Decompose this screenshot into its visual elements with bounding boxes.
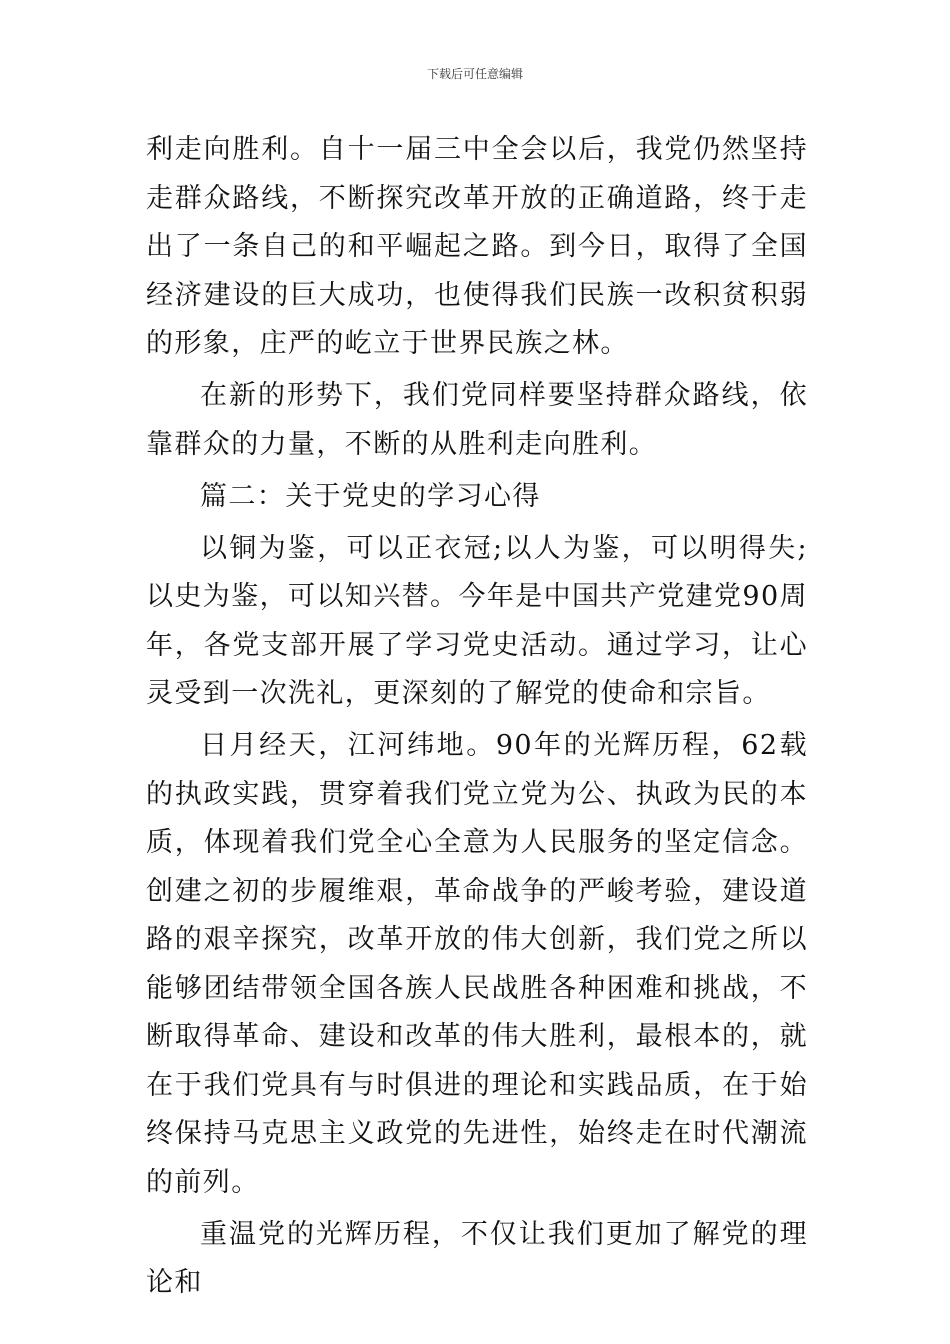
- paragraph: 日月经天，江河纬地。90年的光辉历程，62载的执政实践，贯穿着我们党立党为公、执政为民的本质，体现着我们党全心全意为人民服务的坚定信念。创建之初的步履维艰，革命战争的严峻考验，建设道路的艰辛探究，改革开放的伟大创新，我们党之所以能够团结带领全国各族人民战胜各种困难和挑战，不断取得革命、建设和改革的伟大胜利，最根本的，就在于我们党具有与时俱进的理论和实践品质，在于始终保持马克思主义政党的先进性，始终走在时代潮流的前列。: [146, 730, 808, 1198]
- paragraph-continued: 利走向胜利。自十一届三中全会以后，我党仍然坚持走群众路线，不断探究改革开放的正确道路，终于走出了一条自己的和平崛起之路。到今日，取得了全国经济建设的巨大成功，也使得我们民族一改积贫积弱的形象，庄严的屹立于世界民族之林。: [146, 134, 808, 359]
- paragraph: 重温党的光辉历程，不仅让我们更加了解党的理论和: [146, 1218, 808, 1298]
- paragraph: 在新的形势下，我们党同样要坚持群众路线，依靠群众的力量，不断的从胜利走向胜利。: [146, 380, 808, 460]
- section-heading: 篇二：关于党史的学习心得: [200, 480, 541, 512]
- paragraph: 以铜为鉴，可以正衣冠;以人为鉴，可以明得失;以史为鉴，可以知兴替。今年是中国共产党建党90周年，各党支部开展了学习党史活动。通过学习，让心灵受到一次洗礼，更深刻的了解党的使命和宗旨。: [146, 532, 808, 709]
- page-header-note: 下载后可任意编辑: [426, 67, 523, 81]
- document-body: [146, 126, 808, 1308]
